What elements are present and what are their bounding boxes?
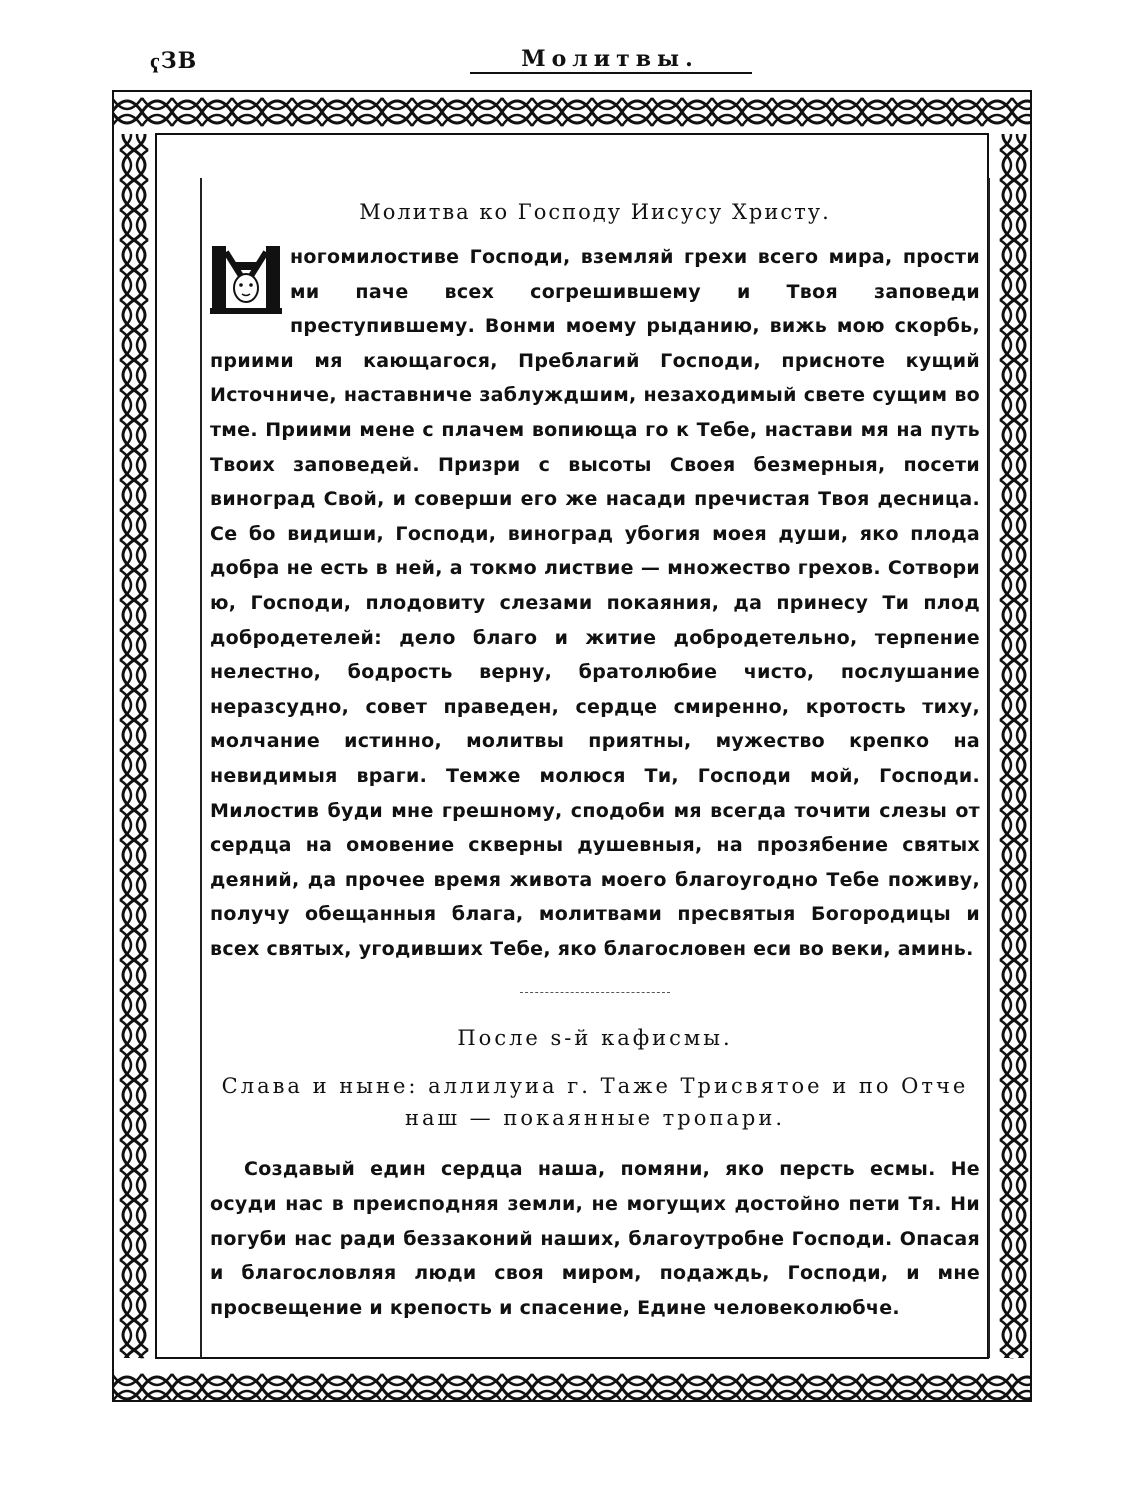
troparion-text: Создавый един сердца наша, помяни, яко персть есмы. Не осуди нас в преисподняя земли, не могущих достойно пети Тя. Ни погуби нас ради беззаконий наших, благоутробне Господи. Опасая и благословляя люди своя миром, подаждь, Господи, и мне просвещение и крепость и спасение, Едине человеколюбче. bbox=[210, 1158, 980, 1319]
section-title: После ѕ-й кафисмы. bbox=[457, 1026, 733, 1051]
section-separator bbox=[520, 992, 670, 994]
prayer-body bbox=[210, 240, 980, 966]
prayer-title: Молитва ко Господу Иисусу Христу. bbox=[359, 200, 831, 224]
text-frame bbox=[200, 178, 990, 1358]
running-title: Молитвы. bbox=[521, 46, 699, 72]
page-number: ҁЗВ bbox=[150, 48, 198, 74]
header-rule bbox=[470, 72, 752, 74]
drop-cap-ornament bbox=[210, 244, 282, 316]
prayer-text: ногомилостиве Господи, вземляй грехи всего мира, прости ми паче всех согрешившему и Твоя заповеди преступившему. Вонми моему рыданию, вижь мою скорбь, приими мя кающагося, Преблагий Господи, присноте кущий Источниче, наставниче заблуждшим, незаходимый свете сущим во тме. Приими мене с плачем вопиюща го к Тебе, настави мя на путь Твоих заповедей. Призри с высоты Своея безмерныя, посети виноград Свой, и соверши его же насади пречистая Твоя десница. Се бо видиши, Господи, виноград убогия моея души, яко плода добра не есть в ней, а токмо листвие — множество грехов. Сотвори ю, Господи, плодовиту слезами покаяния, да принесу Ти плод добродетелей: дело благо и житие добродетельно, терпение нелестно, бодрость верну, братолюбие чисто, послушание неразсудно, совет праведен, сердце смиренно, кротость тиху, молчание истинно, молитвы приятны, мужество крепко на невидимыя враги. Темже молюся Ти, Господи мой, Господи. Милостив буди мне грешному, сподоби мя всегда точити слезы от сердца на омовение скверны душевныя, на прозябение святых деяний, да прочее время живота моего благоугодно Тебе поживу, получу обещанныя блага, молитвами пресвятыя Богородицы и всех святых, угодивших Тебе, яко благословен еси во веки, аминь. bbox=[210, 246, 980, 960]
rubric-text: Слава и ныне: аллилуиа г. Таже Трисвятое и по Отче наш — покаянные тропари. bbox=[221, 1074, 969, 1131]
